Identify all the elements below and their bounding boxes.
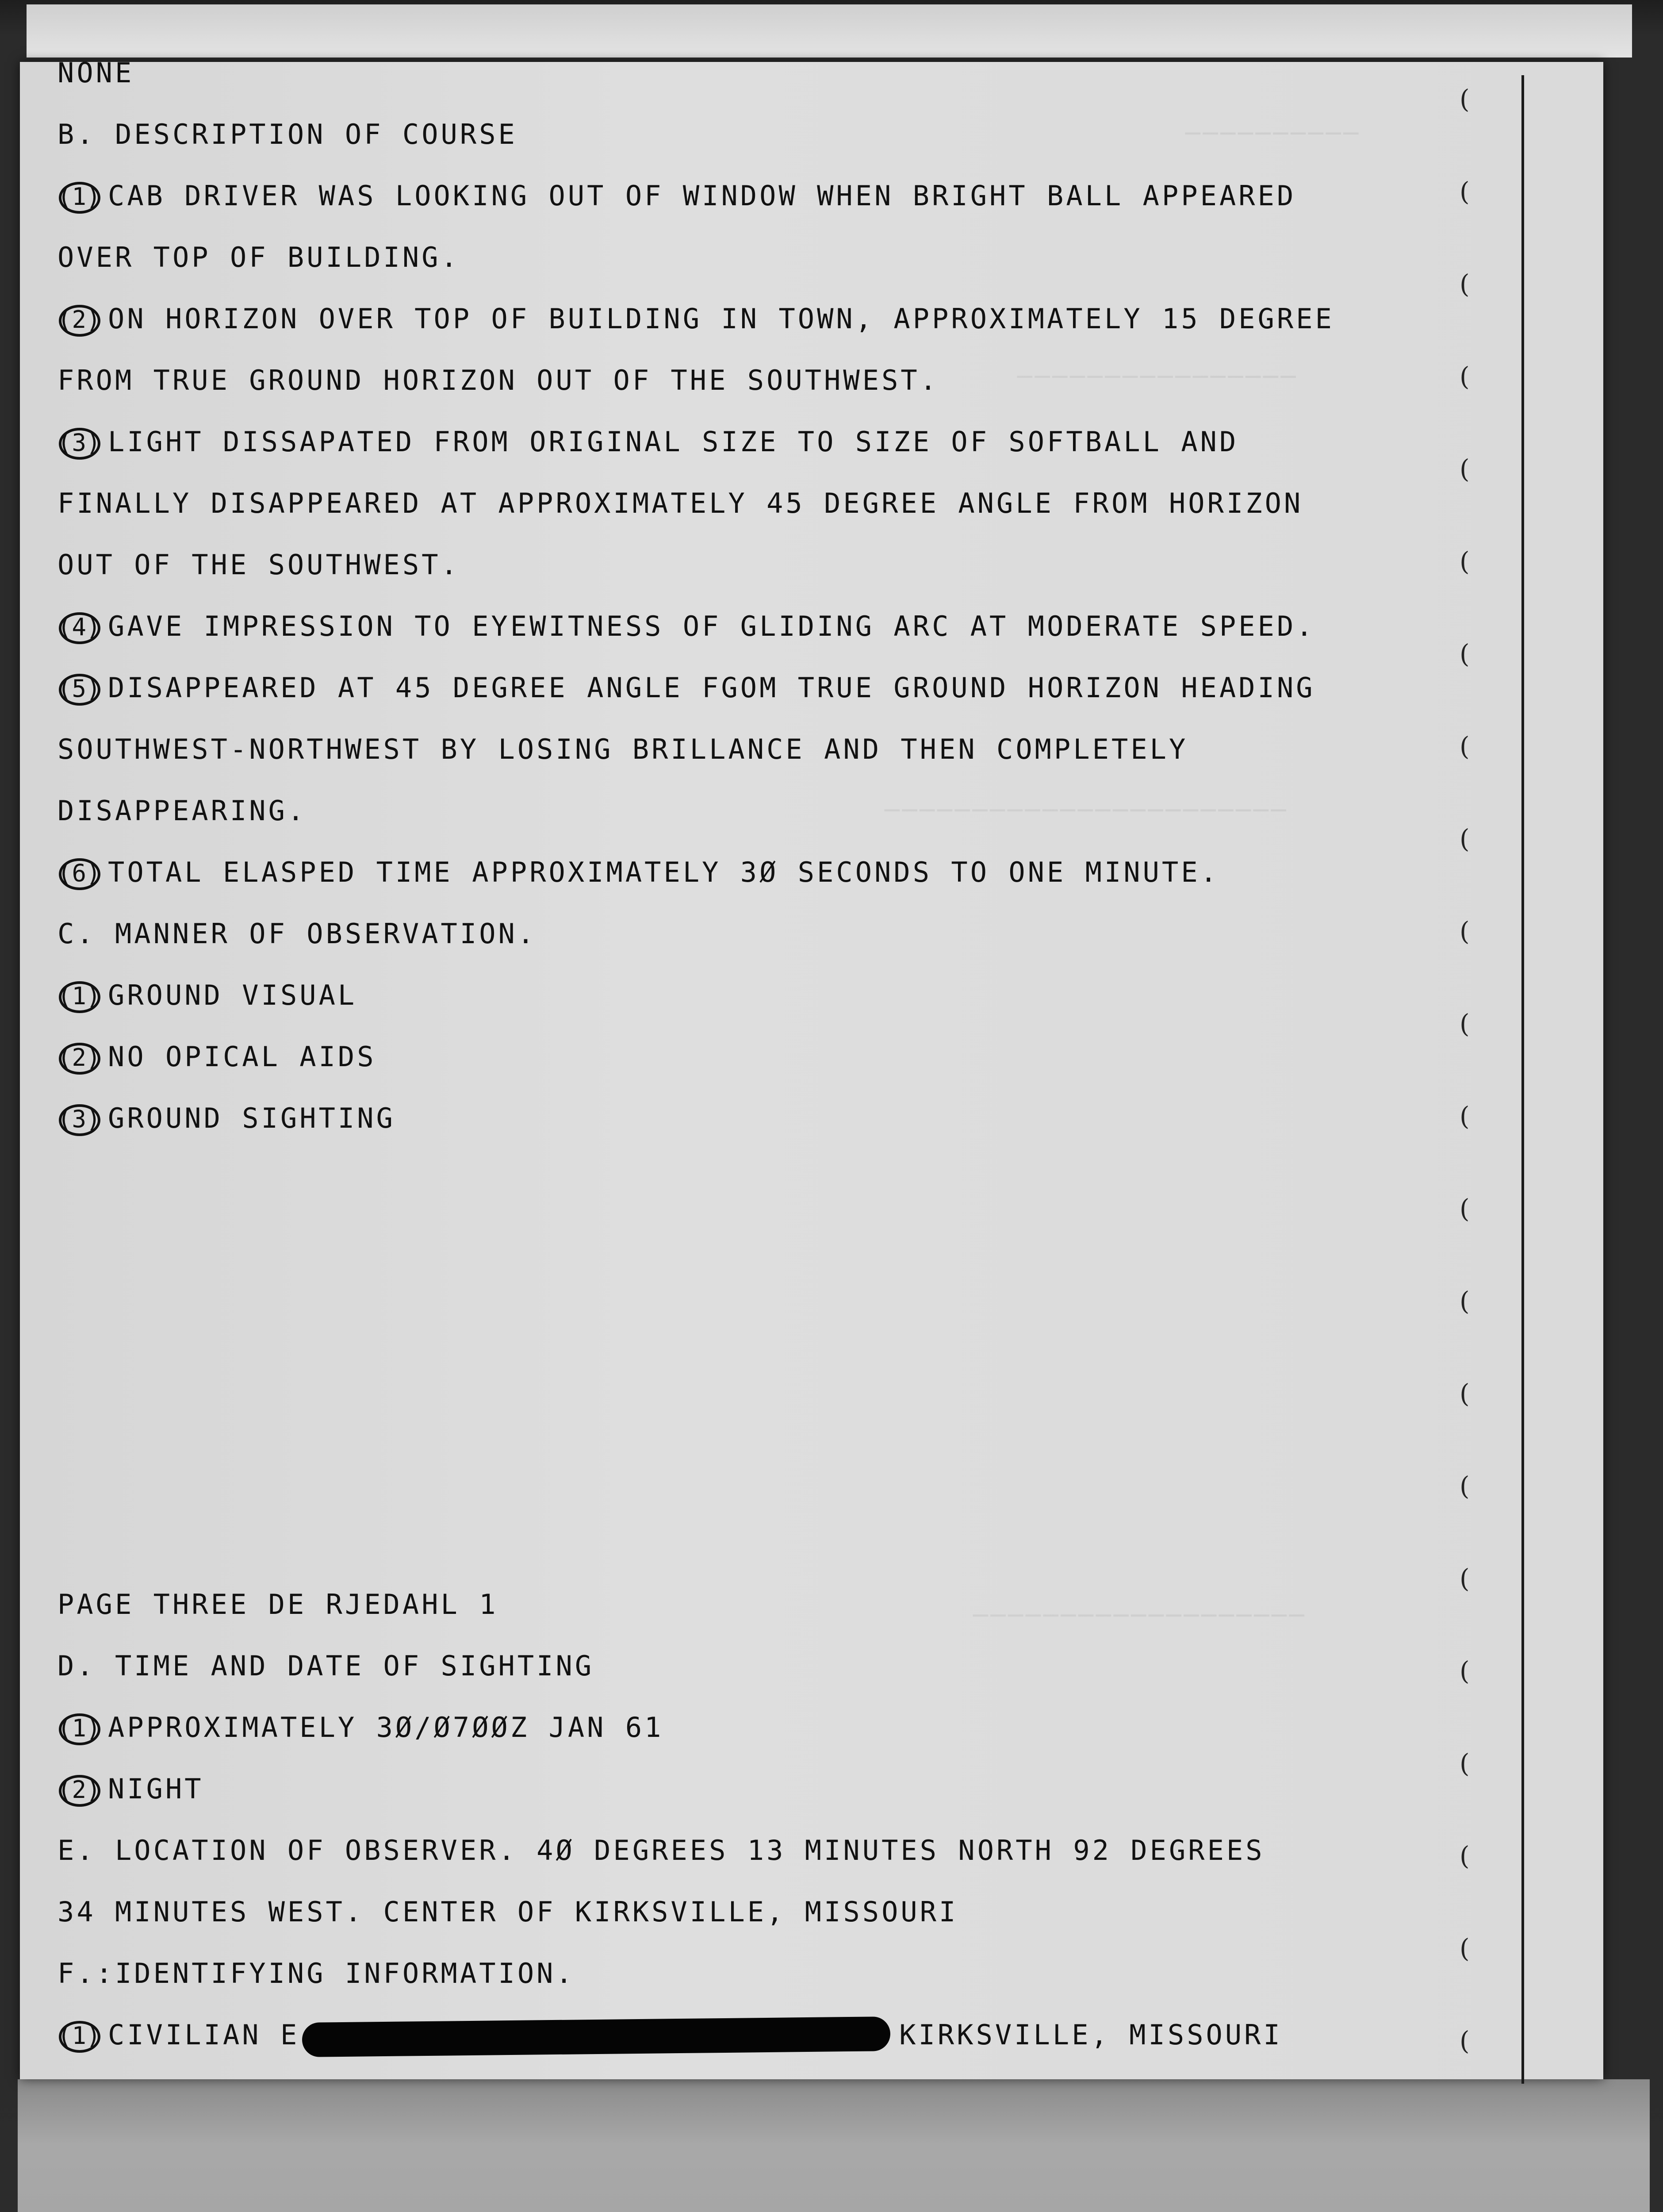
text-line: [57, 1588, 498, 1621]
line-text: OUT OF THE SOUTHWEST.: [57, 549, 460, 581]
item-number: (1): [57, 2021, 101, 2050]
line-text: NIGHT: [108, 1773, 204, 1805]
text-line: [57, 733, 1188, 765]
civilian-line: [57, 2019, 1283, 2054]
text-line: [57, 57, 134, 89]
line-text: F.:IDENTIFYING INFORMATION.: [57, 1957, 575, 1989]
line-text: SOUTHWEST-NORTHWEST BY LOSING BRILLANCE AND THEN COMPLETELY: [57, 733, 1188, 765]
right-margin-rule: [1521, 75, 1524, 2084]
circled-item-number: [57, 183, 102, 213]
item-number: (2): [57, 1775, 101, 1804]
line-text: DISAPPEARED AT 45 DEGREE ANGLE FGOM TRUE GROUND HORIZON HEADING: [108, 672, 1315, 704]
line-text: C. MANNER OF OBSERVATION.: [57, 918, 537, 950]
line-text: FINALLY DISAPPEARED AT APPROXIMATELY 45 DEGREE ANGLE FROM HORIZON: [57, 487, 1303, 519]
margin-paren-mark: (: [1460, 1841, 1470, 1871]
circled-item-number: [57, 1044, 102, 1074]
line-text: NO OPICAL AIDS: [108, 1041, 376, 1073]
line-text: TOTAL ELASPED TIME APPROXIMATELY 3Ø SECONDS TO ONE MINUTE.: [108, 856, 1219, 888]
item-number: (6): [57, 859, 101, 887]
margin-paren-mark: (: [1460, 177, 1470, 207]
text-line: [57, 856, 1219, 889]
item-number: (1): [57, 1714, 101, 1742]
text-line: [57, 364, 939, 396]
margin-paren-mark: (: [1460, 1379, 1470, 1409]
text-line: [57, 426, 1238, 459]
civilian-label: CIVILIAN E: [108, 2019, 300, 2051]
text-line: [57, 610, 1315, 643]
line-text: LIGHT DISSAPATED FROM ORIGINAL SIZE TO SIZE OF SOFTBALL AND: [108, 426, 1239, 458]
text-line: [57, 241, 460, 273]
item-number: (1): [57, 182, 101, 211]
text-line: [57, 1711, 664, 1744]
text-line: [57, 918, 536, 950]
text-line: [57, 1102, 395, 1135]
redaction-bar: [302, 2016, 891, 2057]
circled-item-number: [57, 613, 102, 643]
line-text: NONE: [57, 57, 134, 89]
line-text: DISAPPEARING.: [57, 795, 307, 827]
line-text: FROM TRUE GROUND HORIZON OUT OF THE SOUTHWEST.: [57, 364, 939, 396]
line-text: E. LOCATION OF OBSERVER. 4Ø DEGREES 13 MINUTES NORTH 92 DEGREES: [57, 1834, 1265, 1866]
margin-paren-mark: (: [1460, 639, 1470, 669]
margin-paren-mark: (: [1460, 2026, 1470, 2056]
item-number: (3): [57, 428, 101, 457]
text-line: [57, 303, 1334, 336]
line-text: D. TIME AND DATE OF SIGHTING: [57, 1650, 594, 1682]
line-text: GROUND SIGHTING: [108, 1102, 395, 1134]
text-line: [57, 1957, 575, 1989]
margin-paren-mark: (: [1460, 1009, 1470, 1039]
margin-paren-mark: (: [1460, 361, 1470, 392]
margin-paren-mark: (: [1460, 1471, 1470, 1501]
line-text: GROUND VISUAL: [108, 979, 357, 1011]
lower-film-strip: [18, 2079, 1650, 2212]
margin-paren-mark: (: [1460, 1563, 1470, 1594]
margin-paren-mark: (: [1460, 1656, 1470, 1686]
top-paper-strip: [27, 4, 1632, 58]
text-line: [57, 795, 307, 827]
circled-item-number: [57, 1714, 102, 1744]
text-line: [57, 672, 1315, 705]
text-line: [57, 180, 1296, 213]
text-line: [57, 1041, 376, 1074]
line-text: GAVE IMPRESSION TO EYEWITNESS OF GLIDING ARC AT MODERATE SPEED.: [108, 610, 1315, 642]
circled-item-number: [57, 306, 102, 336]
margin-paren-mark: (: [1460, 1194, 1470, 1224]
text-line: [57, 979, 357, 1012]
text-line: [57, 1834, 1265, 1866]
line-text: APPROXIMATELY 3Ø/Ø7ØØZ JAN 61: [108, 1711, 664, 1743]
text-line: [57, 1773, 204, 1806]
circled-item-number: [57, 1105, 102, 1135]
item-number: (2): [57, 1043, 101, 1071]
text-line: [57, 118, 517, 150]
circled-item-number: [57, 675, 102, 705]
margin-paren-mark: (: [1460, 1101, 1470, 1131]
margin-paren-mark: (: [1460, 454, 1470, 484]
civilian-location: KIRKSVILLE, MISSOURI: [899, 2019, 1283, 2051]
text-line: [57, 1650, 594, 1682]
margin-paren-mark: (: [1460, 731, 1470, 761]
text-line: [57, 487, 1303, 519]
margin-paren-mark: (: [1460, 916, 1470, 946]
margin-paren-mark: (: [1460, 1933, 1470, 1963]
circled-item-number: [57, 2022, 102, 2052]
margin-paren-mark: (: [1460, 1286, 1470, 1316]
line-text: ON HORIZON OVER TOP OF BUILDING IN TOWN, APPROXIMATELY 15 DEGREE: [108, 303, 1334, 335]
line-text: B. DESCRIPTION OF COURSE: [57, 118, 517, 150]
margin-paren-mark: (: [1460, 84, 1470, 114]
margin-paren-mark: (: [1460, 269, 1470, 299]
line-text: CAB DRIVER WAS LOOKING OUT OF WINDOW WHEN BRIGHT BALL APPEARED: [108, 180, 1296, 212]
item-number: (2): [57, 305, 101, 334]
line-text: 34 MINUTES WEST. CENTER OF KIRKSVILLE, MISSOURI: [57, 1896, 958, 1928]
item-number: (3): [57, 1105, 101, 1133]
margin-paren-mark: (: [1460, 546, 1470, 576]
line-text: OVER TOP OF BUILDING.: [57, 241, 460, 273]
text-line: [57, 549, 460, 581]
item-number: (4): [57, 613, 101, 641]
item-number: (1): [57, 982, 101, 1010]
circled-item-number: [57, 982, 102, 1012]
circled-item-number: [57, 429, 102, 459]
margin-paren-mark: (: [1460, 1748, 1470, 1778]
margin-paren-mark: (: [1460, 824, 1470, 854]
circled-item-number: [57, 1776, 102, 1806]
text-line: [57, 1896, 958, 1928]
item-number: (5): [57, 674, 101, 703]
line-text: PAGE THREE DE RJEDAHL 1: [57, 1588, 498, 1621]
circled-item-number: [57, 859, 102, 889]
